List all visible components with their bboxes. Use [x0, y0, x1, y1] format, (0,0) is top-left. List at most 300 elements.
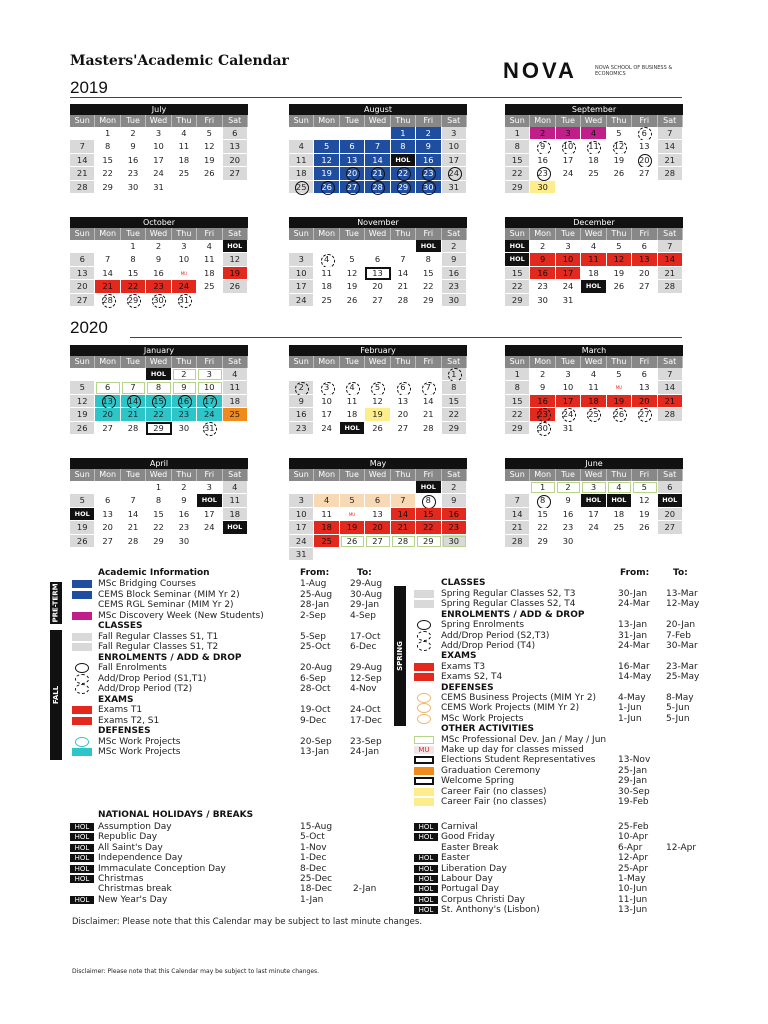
week-row: [289, 267, 467, 280]
day-cell: 11: [340, 395, 365, 408]
weekday-label: Wed: [581, 115, 606, 127]
color-swatch: [414, 798, 434, 806]
empty-day-cell: [416, 368, 441, 381]
legend-item-from: 30-Sep: [618, 786, 650, 797]
empty-day-cell: [581, 294, 606, 307]
day-cell: 30: [172, 422, 197, 435]
holiday-label: Labour Day: [441, 874, 493, 884]
legend-item-from: 13-Jan: [618, 620, 648, 631]
weekday-header: [70, 228, 248, 240]
day-cell: 27: [632, 408, 657, 421]
day-cell: 3: [442, 127, 467, 140]
empty-day-cell: [365, 127, 390, 140]
day-cell: 19: [365, 408, 390, 421]
empty-day-cell: [607, 294, 632, 307]
day-cell: 20: [658, 508, 683, 521]
day-cell: 24: [197, 408, 222, 421]
legend-item-label: MSc Work Projects: [98, 736, 181, 747]
side-label-text: PRE-TERM: [52, 583, 60, 623]
legend-item-from: 2-Sep: [300, 610, 326, 621]
day-cell: 23: [146, 280, 171, 293]
day-cell: 2: [530, 127, 555, 140]
weekday-label: Wed: [146, 115, 171, 127]
weekday-label: Tue: [340, 356, 365, 368]
day-cell: 18: [607, 508, 632, 521]
week-row: [505, 240, 683, 253]
week-row: [505, 167, 683, 180]
day-cell: MU: [607, 381, 632, 394]
holiday-label: Assumption Day: [98, 822, 172, 832]
weekday-label: Fri: [632, 228, 657, 240]
week-row: [289, 408, 467, 421]
week-row: [70, 181, 248, 194]
weekday-label: Wed: [365, 356, 390, 368]
day-cell: 26: [314, 181, 339, 194]
day-cell: 16: [556, 508, 581, 521]
empty-day-cell: [95, 368, 120, 381]
day-cell: 16: [442, 508, 467, 521]
outline-swatch: [414, 756, 434, 764]
month-name: October: [70, 217, 248, 228]
day-cell: 6: [365, 253, 390, 266]
empty-day-cell: [340, 240, 365, 253]
weekday-label: Sat: [223, 228, 248, 240]
day-cell: 9: [530, 140, 555, 153]
weekday-label: Sat: [442, 356, 467, 368]
holiday-label: Liberation Day: [441, 863, 507, 874]
day-cell: 22: [416, 521, 441, 534]
month-march: [505, 345, 683, 435]
week-row: [70, 294, 248, 307]
legend-item-label: MSc Work Projects: [98, 747, 181, 757]
add-drop-ring-swatch: [75, 684, 89, 694]
holiday-badge: HOL: [414, 865, 438, 873]
month-february: [289, 345, 467, 435]
day-cell: 3: [197, 481, 222, 494]
legend-item-to: 5-Jun: [666, 703, 690, 714]
day-cell: 13: [632, 140, 657, 153]
day-cell: 7: [121, 494, 146, 507]
weekday-label: Sat: [658, 115, 683, 127]
day-cell: 20: [632, 154, 657, 167]
week-row: [289, 548, 467, 561]
empty-day-cell: [314, 481, 339, 494]
weekday-label: Thu: [607, 469, 632, 481]
holiday-label: Corpus Christi Day: [441, 894, 525, 905]
holiday-label: Easter Break: [441, 842, 499, 853]
legend-item-label: EXAMS: [98, 694, 134, 705]
empty-day-cell: [658, 422, 683, 435]
day-cell: 10: [146, 140, 171, 153]
legend-item-label: EXAMS: [441, 651, 477, 662]
holiday-label: Portugal Day: [441, 884, 499, 895]
day-cell: 24: [289, 294, 314, 307]
day-cell: 9: [530, 381, 555, 394]
holiday-from: 25-Apr: [618, 863, 649, 874]
day-cell: 7: [658, 240, 683, 253]
legend-item-to: 29-Aug: [350, 579, 383, 589]
legend-to-header: To:: [673, 568, 688, 578]
day-cell: 6: [95, 494, 120, 507]
week-row: [505, 381, 683, 394]
week-row: [289, 368, 467, 381]
week-row: [289, 253, 467, 266]
week-row: [505, 368, 683, 381]
weekday-label: Sat: [223, 115, 248, 127]
holiday-cell: HOL: [146, 368, 171, 381]
week-row: [289, 422, 467, 435]
week-row: [289, 294, 467, 307]
day-cell: 25: [289, 181, 314, 194]
day-cell: 28: [391, 535, 416, 548]
day-cell: 10: [197, 381, 222, 394]
day-cell: 30: [121, 181, 146, 194]
day-cell: 10: [172, 253, 197, 266]
holiday-cell: HOL: [340, 422, 365, 435]
day-cell: 19: [340, 280, 365, 293]
add-drop-ring-swatch: [417, 631, 431, 641]
day-cell: 16: [121, 154, 146, 167]
holiday-badge: HOL: [70, 854, 94, 862]
weekday-label: Sun: [505, 469, 530, 481]
day-cell: 23: [556, 521, 581, 534]
holiday-label: St. Anthony's (Lisbon): [441, 905, 540, 916]
day-cell: 19: [70, 521, 95, 534]
day-cell: 17: [197, 395, 222, 408]
weekday-label: Thu: [172, 356, 197, 368]
week-row: [70, 253, 248, 266]
day-cell: 13: [365, 267, 390, 280]
side-label-text: FALL: [52, 685, 61, 705]
empty-day-cell: [70, 127, 95, 140]
day-cell: 25: [197, 280, 222, 293]
day-cell: 4: [223, 481, 248, 494]
empty-day-cell: [223, 422, 248, 435]
day-cell: 12: [340, 267, 365, 280]
weekday-label: Sun: [289, 356, 314, 368]
day-cell: 6: [70, 253, 95, 266]
legend-item-to: 13-Mar: [666, 589, 698, 599]
holiday-badge: HOL: [414, 896, 438, 904]
weekday-label: Thu: [607, 356, 632, 368]
day-cell: 4: [607, 481, 632, 494]
color-swatch: [414, 590, 434, 598]
day-cell: 4: [340, 381, 365, 394]
legend-item-from: 13-Nov: [618, 755, 651, 766]
empty-day-cell: [121, 368, 146, 381]
day-cell: 2: [172, 368, 197, 381]
day-cell: 12: [197, 140, 222, 153]
day-cell: 8: [146, 381, 171, 394]
empty-day-cell: [365, 368, 390, 381]
day-cell: 2: [530, 368, 555, 381]
day-cell: 1: [505, 368, 530, 381]
day-cell: 15: [416, 267, 441, 280]
weekday-label: Thu: [607, 115, 632, 127]
weekday-label: Tue: [121, 115, 146, 127]
day-cell: 3: [581, 481, 606, 494]
day-cell: 24: [314, 422, 339, 435]
day-cell: 18: [340, 408, 365, 421]
empty-day-cell: [70, 240, 95, 253]
day-cell: 18: [314, 280, 339, 293]
legend-item-from: 1-Jun: [618, 713, 642, 724]
empty-day-cell: [391, 368, 416, 381]
day-cell: 3: [289, 253, 314, 266]
day-cell: 10: [442, 140, 467, 153]
weekday-header: [289, 469, 467, 481]
day-cell: 28: [416, 422, 441, 435]
legend-item-to: 25-May: [666, 672, 700, 683]
day-cell: 29: [505, 422, 530, 435]
day-cell: 23: [172, 521, 197, 534]
day-cell: 7: [658, 368, 683, 381]
empty-day-cell: [289, 481, 314, 494]
day-cell: 21: [121, 408, 146, 421]
empty-day-cell: [607, 181, 632, 194]
day-cell: 3: [197, 368, 222, 381]
day-cell: 3: [146, 127, 171, 140]
weekday-label: Fri: [416, 228, 441, 240]
weekday-label: Mon: [314, 356, 339, 368]
weekday-label: Sat: [658, 356, 683, 368]
weekday-label: Sat: [442, 228, 467, 240]
day-cell: 5: [607, 368, 632, 381]
empty-day-cell: [340, 481, 365, 494]
day-cell: 5: [607, 127, 632, 140]
day-cell: 6: [632, 127, 657, 140]
day-cell: 7: [70, 140, 95, 153]
empty-day-cell: [223, 181, 248, 194]
holiday-cell: HOL: [223, 240, 248, 253]
weekday-label: Sun: [289, 228, 314, 240]
day-cell: 7: [658, 127, 683, 140]
month-august: [289, 104, 467, 194]
day-cell: 16: [530, 267, 555, 280]
legend-item-label: OTHER ACTIVITIES: [441, 724, 535, 735]
color-swatch: [72, 717, 92, 725]
add-drop-ring-swatch: [75, 674, 89, 684]
weekday-label: Tue: [556, 469, 581, 481]
disclaimer: Disclaimer: Please note that this Calendar may be subject to last minute changes.: [72, 917, 423, 927]
day-cell: 11: [581, 253, 606, 266]
holiday-to: 12-Apr: [666, 842, 697, 853]
day-cell: 22: [416, 280, 441, 293]
day-cell: 4: [314, 494, 339, 507]
day-cell: 6: [365, 494, 390, 507]
empty-day-cell: [95, 481, 120, 494]
day-cell: 13: [632, 381, 657, 394]
holiday-cell: HOL: [391, 154, 416, 167]
logo-tagline: NOVA SCHOOL OF BUSINESS & ECONOMICS: [595, 65, 673, 77]
week-row: [289, 494, 467, 507]
day-cell: 29: [442, 422, 467, 435]
day-cell: 22: [442, 408, 467, 421]
day-cell: 6: [391, 381, 416, 394]
empty-day-cell: [365, 240, 390, 253]
holiday-badge: HOL: [70, 896, 94, 904]
week-row: [505, 494, 683, 507]
legend-item-to: 17-Oct: [350, 631, 381, 642]
empty-day-cell: [658, 181, 683, 194]
holiday-from: 6-Apr: [618, 842, 643, 853]
day-cell: 20: [95, 408, 120, 421]
weekday-header: [289, 356, 467, 368]
day-cell: 11: [197, 253, 222, 266]
day-cell: 25: [223, 408, 248, 421]
day-cell: 30: [530, 422, 555, 435]
legend-item-label: Make up day for classes missed: [441, 745, 584, 755]
holiday-badge: HOL: [70, 844, 94, 852]
weekday-label: Wed: [146, 469, 171, 481]
week-row: [70, 127, 248, 140]
day-cell: 28: [658, 280, 683, 293]
day-cell: 30: [530, 181, 555, 194]
weekday-label: Sat: [223, 356, 248, 368]
week-row: [70, 422, 248, 435]
legend-item-label: CEMS Business Projects (MIM Yr 2): [441, 693, 597, 703]
year-rule: [130, 337, 682, 338]
day-cell: 21: [121, 521, 146, 534]
day-cell: 20: [632, 395, 657, 408]
legend-item-label: Add/Drop Period (T4): [441, 641, 536, 651]
week-row: [505, 408, 683, 421]
weekday-label: Sat: [658, 469, 683, 481]
day-cell: 14: [658, 253, 683, 266]
day-cell: 30: [530, 294, 555, 307]
weekday-label: Thu: [391, 115, 416, 127]
legend-item-label: DEFENSES: [98, 726, 151, 736]
legend-item-from: 14-May: [618, 672, 652, 683]
legend-item-label: Career Fair (no classes): [441, 797, 547, 807]
day-cell: 4: [314, 253, 339, 266]
logo-word: NOVA: [503, 58, 577, 83]
day-cell: 11: [172, 140, 197, 153]
holiday-badge: HOL: [70, 833, 94, 841]
day-cell: 17: [442, 154, 467, 167]
empty-day-cell: [581, 535, 606, 548]
day-cell: 14: [95, 267, 120, 280]
empty-day-cell: [416, 548, 441, 561]
day-cell: 29: [146, 422, 171, 435]
weekday-label: Fri: [197, 469, 222, 481]
legend-item-label: CLASSES: [98, 621, 143, 631]
day-cell: 29: [95, 181, 120, 194]
empty-day-cell: [314, 368, 339, 381]
day-cell: 11: [581, 381, 606, 394]
holiday-badge: HOL: [414, 875, 438, 883]
holiday-badge: HOL: [70, 875, 94, 883]
day-cell: 20: [365, 280, 390, 293]
day-cell: 6: [658, 481, 683, 494]
week-row: [289, 535, 467, 548]
day-cell: 23: [121, 167, 146, 180]
day-cell: 21: [658, 267, 683, 280]
day-cell: 16: [172, 508, 197, 521]
month-april: [70, 458, 248, 548]
day-cell: 25: [314, 535, 339, 548]
weekday-label: Wed: [365, 228, 390, 240]
holiday-cell: HOL: [416, 240, 441, 253]
day-cell: 9: [121, 140, 146, 153]
empty-day-cell: [581, 181, 606, 194]
day-cell: 7: [391, 494, 416, 507]
legend-from-header: From:: [620, 568, 650, 578]
month-name: January: [70, 345, 248, 356]
holiday-cell: HOL: [197, 494, 222, 507]
day-cell: 14: [70, 154, 95, 167]
month-name: June: [505, 458, 683, 469]
week-row: [289, 240, 467, 253]
day-cell: 12: [607, 140, 632, 153]
legend-item-label: Elections Student Representatives: [441, 755, 596, 766]
day-cell: 13: [95, 508, 120, 521]
holiday-label: Carnival: [441, 822, 478, 832]
weekday-label: Tue: [121, 469, 146, 481]
legend-item-label: DEFENSES: [441, 682, 494, 693]
day-cell: 11: [314, 508, 339, 521]
legend-item-to: 24-Jan: [350, 747, 380, 757]
day-cell: 27: [632, 167, 657, 180]
day-cell: 24: [172, 280, 197, 293]
weekday-label: Tue: [340, 115, 365, 127]
legend-item-from: 24-Mar: [618, 641, 650, 651]
defense-ring-swatch: [75, 737, 89, 747]
week-row: [289, 521, 467, 534]
day-cell: 14: [391, 267, 416, 280]
day-cell: 24: [442, 167, 467, 180]
weekday-label: Fri: [416, 469, 441, 481]
week-row: [505, 294, 683, 307]
empty-day-cell: [70, 368, 95, 381]
weekday-label: Wed: [365, 469, 390, 481]
week-row: [289, 181, 467, 194]
week-row: [70, 280, 248, 293]
day-cell: 19: [223, 267, 248, 280]
week-row: [505, 140, 683, 153]
day-cell: 26: [632, 521, 657, 534]
weekday-label: Tue: [121, 356, 146, 368]
weekday-label: Sun: [505, 115, 530, 127]
empty-day-cell: [289, 368, 314, 381]
week-row: [289, 154, 467, 167]
day-cell: 13: [632, 253, 657, 266]
weekday-label: Thu: [172, 228, 197, 240]
legend-item-to: 29-Jan: [350, 600, 380, 610]
day-cell: 18: [289, 167, 314, 180]
day-cell: 2: [172, 481, 197, 494]
prof-dev-swatch: [414, 736, 434, 744]
holiday-from: 25-Dec: [300, 874, 333, 884]
empty-day-cell: [95, 240, 120, 253]
weekday-label: Mon: [530, 356, 555, 368]
day-cell: 15: [146, 508, 171, 521]
day-cell: 18: [172, 154, 197, 167]
legend-item-label: Exams T3: [441, 661, 486, 672]
day-cell: 6: [95, 381, 120, 394]
empty-day-cell: [391, 548, 416, 561]
day-cell: 20: [223, 154, 248, 167]
day-cell: 26: [365, 422, 390, 435]
day-cell: 28: [121, 535, 146, 548]
empty-day-cell: [607, 422, 632, 435]
month-december: [505, 217, 683, 307]
empty-day-cell: [442, 548, 467, 561]
day-cell: 19: [632, 508, 657, 521]
month-name: November: [289, 217, 467, 228]
day-cell: 13: [95, 395, 120, 408]
holiday-cell: HOL: [505, 253, 530, 266]
